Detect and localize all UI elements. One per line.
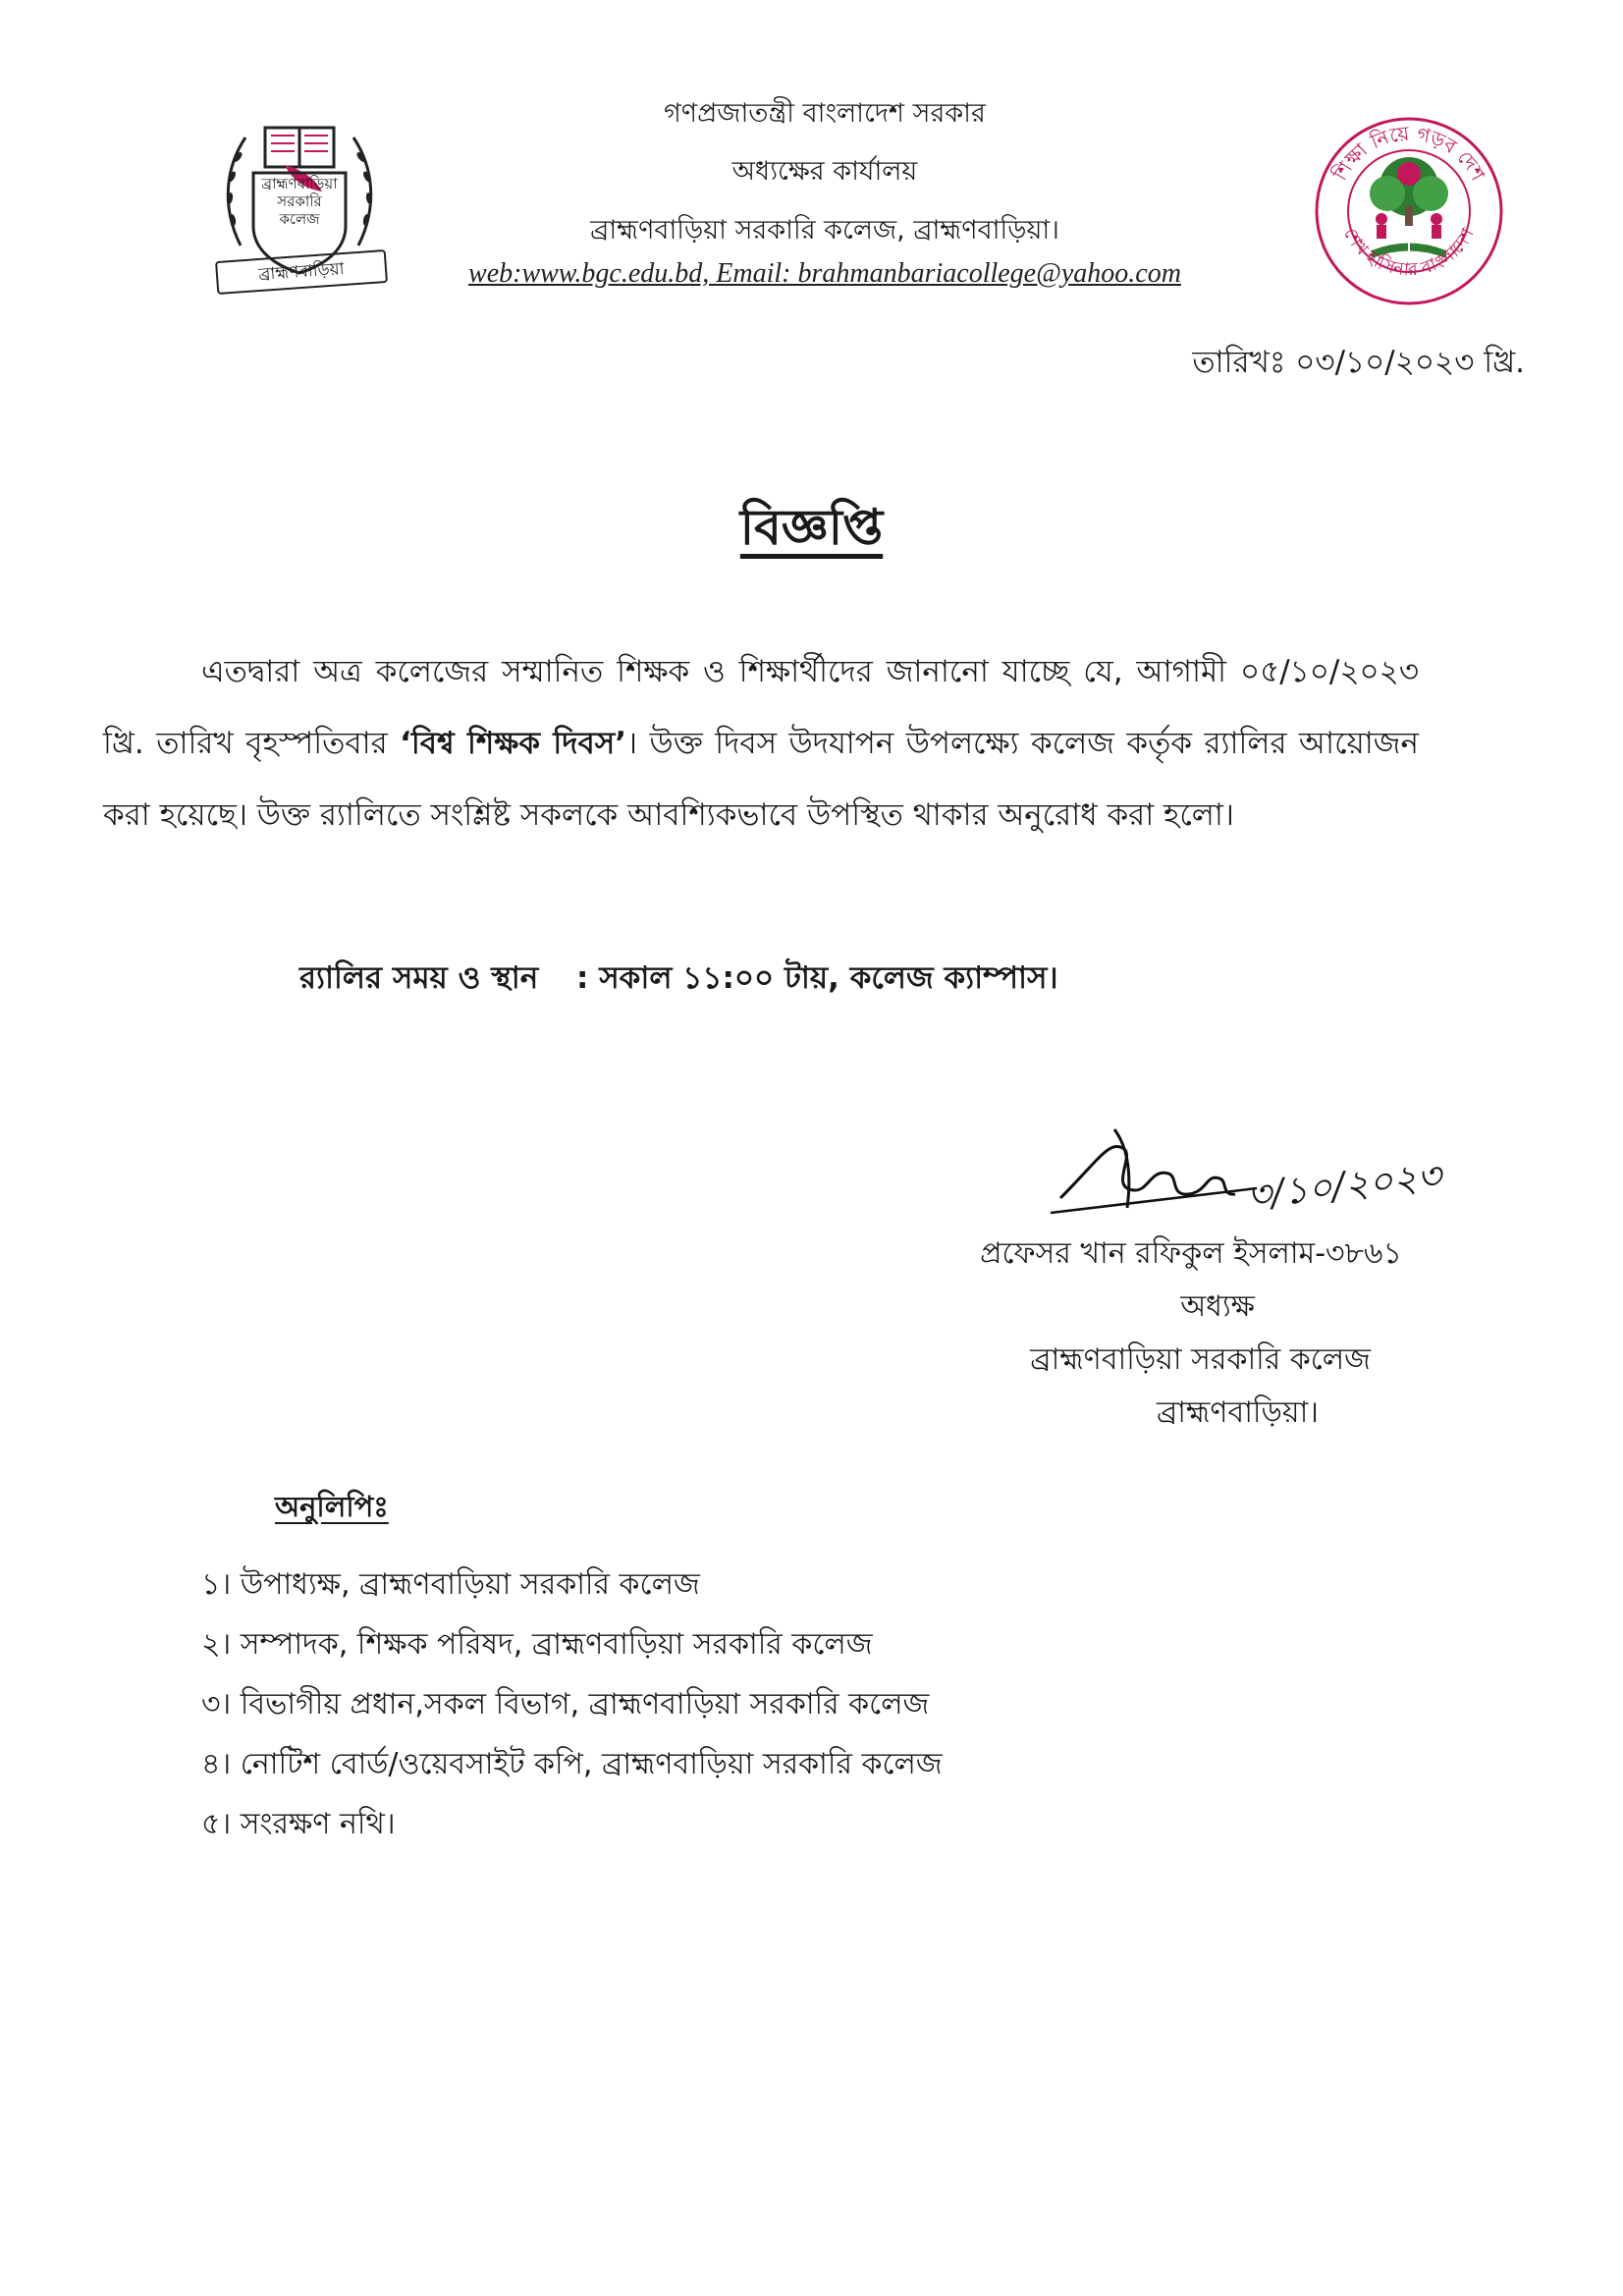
rally-label: র‍্যালির সময় ও স্থান (299, 960, 539, 996)
rally-info (299, 955, 1058, 1006)
list-item: ১। উপাধ্যক্ষ, ব্রাহ্মণবাড়িয়া সরকারি কলেজ (201, 1567, 700, 1602)
rally-value: : সকাল ১১:০০ টায়, কলেজ ক্যাম্পাস। (576, 960, 1058, 996)
copies-heading: অনুলিপিঃ (275, 1490, 389, 1523)
college-logo (206, 108, 393, 295)
list-item: ৩। বিভাগীয় প্রধান,সকল বিভাগ, ব্রাহ্মণবাড়িয়া সরকারি কলেজ (201, 1687, 930, 1722)
web-email-line: web:www.bgc.edu.bd, Email: brahmanbariacollege@yahoo.com (468, 258, 1181, 290)
emblem-logo (1311, 113, 1507, 309)
event-name: ‘বিশ্ব শিক্ষক দিবস’ (400, 726, 627, 761)
list-item: ২। সম্পাদক, শিক্ষক পরিষদ, ব্রাহ্মণবাড়িয়া সরকারি কলেজ (201, 1627, 873, 1662)
notice-date: তারিখঃ ০৩/১০/২০২৩ খ্রি. (1192, 345, 1525, 380)
copies-list (201, 1555, 943, 1854)
letterhead (412, 98, 1237, 290)
body-text-part1: এতদ্বারা অত্র কলেজের সম্মানিত শিক্ষক ও শিক্ষার্থীদের জানানো যাচ্ছে যে, আগামী ০৫/১০/২০২৩ খ্রি. তারিখ বৃহস্পতিবার (103, 654, 1419, 761)
college-name: ব্রাহ্মণবাড়িয়া সরকারি কলেজ, ব্রাহ্মণবাড়িয়া। (590, 214, 1059, 246)
notice-title: বিজ্ঞপ্তি (739, 499, 884, 556)
copies-section (201, 1485, 943, 1854)
office-name: অধ্যক্ষের কার্যালয় (731, 156, 918, 188)
logo-text-line3: কলেজ (279, 210, 320, 228)
signatory-college: ব্রাহ্মণবাড়িয়া সরকারি কলেজ (1030, 1342, 1371, 1377)
govt-name: গণপ্রজাতন্ত্রী বাংলাদেশ সরকার (664, 98, 986, 129)
signatory-designation: অধ্যক্ষ (1180, 1289, 1255, 1324)
emblem-bottom-text: শেখ হাসিনার বাংলাদেশ (1338, 224, 1479, 281)
signatory-block (715, 1228, 1402, 1440)
body-text-part2: । উক্ত দিবস উদযাপন উপলক্ষ্যে কলেজ কর্তৃক র‍্যালির আয়োজন করা হয়েছে। উক্ত র‍্যালিতে সংশ্লিষ্ট সকলকে আবশ্যিকভাবে উপস্থিত থাকার অনুরোধ করা হলো। (103, 726, 1420, 833)
logo-text-line2: সরকারি (277, 192, 322, 210)
logo-text-line1: ব্রাহ্মণবাড়িয়া (261, 175, 338, 192)
signatory-name: প্রফেসর খান রফিকুল ইসলাম-৩৮৬১ (980, 1236, 1402, 1271)
list-item: ৪। নোটিশ বোর্ড/ওয়েবসাইট কপি, ব্রাহ্মণবাড়িয়া সরকারি কলেজ (201, 1747, 943, 1781)
logo-ribbon-text: ব্রাহ্মণবাড়িয়া (257, 258, 346, 286)
list-item: ৫। সংরক্ষণ নথি। (201, 1807, 396, 1841)
signatory-place: ব্রাহ্মণবাড়িয়া। (1156, 1395, 1319, 1430)
emblem-top-text: শিক্ষা নিয়ে গড়ব দেশ (1327, 121, 1490, 185)
notice-body (103, 636, 1419, 851)
signature-date: ৩/১০/২০২৩ (1244, 1153, 1443, 1218)
